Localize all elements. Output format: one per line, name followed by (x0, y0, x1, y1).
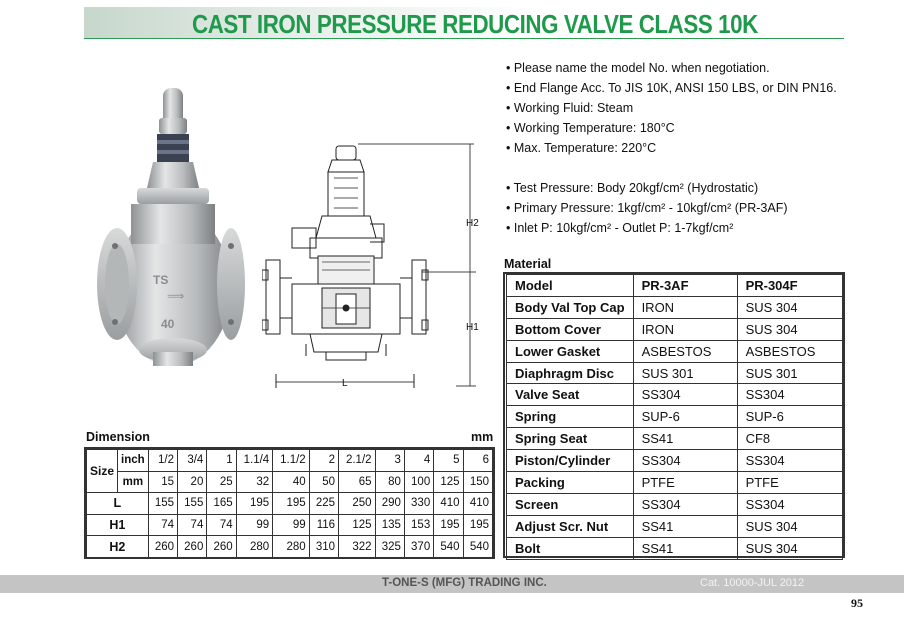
table-cell: 260 (207, 536, 236, 558)
table-row (507, 384, 843, 406)
spec-bullet: • Please name the model No. when negotiation. (506, 61, 770, 75)
table-cell: 410 (463, 493, 492, 515)
spec-bullet: • End Flange Acc. To JIS 10K, ANSI 150 LBS, or DIN PN16. (506, 81, 837, 95)
table-row (507, 450, 843, 472)
material-part-label: Lower Gasket (507, 340, 634, 362)
table-cell: 32 (236, 471, 273, 493)
table-row (87, 493, 493, 515)
material-value: SUS 304 (737, 296, 842, 318)
table-row (507, 275, 843, 297)
table-cell: 195 (236, 493, 273, 515)
footer-bar (0, 575, 904, 593)
spec-bullet: • Max. Temperature: 220°C (506, 141, 657, 155)
material-value: SUS 301 (633, 362, 737, 384)
table-cell: 370 (404, 536, 433, 558)
spec-bullet: • Primary Pressure: 1kgf/cm² - 10kgf/cm² (PR-3AF) (506, 201, 788, 215)
table-cell: 99 (273, 514, 310, 536)
footer-company: T-ONE-S (MFG) TRADING INC. (382, 577, 547, 589)
dimension-label-h2: H2 (466, 218, 479, 229)
material-part-label: Piston/Cylinder (507, 450, 634, 472)
table-cell: 290 (375, 493, 404, 515)
table-cell: 540 (463, 536, 492, 558)
spec-bullet: • Working Fluid: Steam (506, 101, 634, 115)
inch-label: inch (118, 450, 149, 472)
material-part-label: Valve Seat (507, 384, 634, 406)
table-cell: 100 (404, 471, 433, 493)
table-cell: 280 (273, 536, 310, 558)
spec-bullet: • Test Pressure: Body 20kgf/cm² (Hydrostatic) (506, 181, 759, 195)
table-cell: 4 (404, 450, 433, 472)
table-cell: 310 (309, 536, 338, 558)
table-row (507, 340, 843, 362)
table-row (507, 472, 843, 494)
material-part-label: Spring (507, 406, 634, 428)
material-table (506, 274, 843, 560)
table-row (507, 318, 843, 340)
table-row (87, 471, 493, 493)
spec-bullet-list (506, 58, 837, 238)
photo-size-marking: 40 (161, 317, 175, 331)
material-value: ASBESTOS (737, 340, 842, 362)
table-cell: 195 (463, 514, 492, 536)
spec-bullet: • Working Temperature: 180°C (506, 121, 675, 135)
table-cell: 80 (375, 471, 404, 493)
material-value: SS41 (633, 428, 737, 450)
table-cell: 5 (434, 450, 463, 472)
table-cell: 99 (236, 514, 273, 536)
material-part-label: Packing (507, 472, 634, 494)
table-row (507, 428, 843, 450)
table-cell: 1.1/4 (236, 450, 273, 472)
table-cell: 3 (375, 450, 404, 472)
table-cell: 325 (375, 536, 404, 558)
table-row (507, 362, 843, 384)
title-banner (84, 7, 844, 39)
dimension-label-l: L (342, 378, 348, 389)
table-cell: 322 (339, 536, 376, 558)
valve-section-drawing (262, 138, 487, 400)
table-cell: 165 (207, 493, 236, 515)
material-value: IRON (633, 296, 737, 318)
dimension-row-label: H1 (87, 514, 149, 536)
table-cell: 74 (178, 514, 207, 536)
material-value: PR-3AF (633, 275, 737, 297)
dimension-heading: Dimension (86, 430, 150, 444)
svg-text:⟹: ⟹ (167, 289, 185, 303)
material-part-label: Spring Seat (507, 428, 634, 450)
table-cell: 20 (178, 471, 207, 493)
table-cell: 65 (339, 471, 376, 493)
material-value: SS304 (737, 450, 842, 472)
dimension-row-label: H2 (87, 536, 149, 558)
table-cell: 6 (463, 450, 492, 472)
table-cell: 250 (339, 493, 376, 515)
table-row (87, 514, 493, 536)
table-cell: 330 (404, 493, 433, 515)
table-cell: 155 (148, 493, 177, 515)
material-value: ASBESTOS (633, 340, 737, 362)
material-value: PTFE (633, 472, 737, 494)
material-part-label: Model (507, 275, 634, 297)
table-cell: 1.1/2 (273, 450, 310, 472)
table-cell: 280 (236, 536, 273, 558)
material-value: SUP-6 (737, 406, 842, 428)
material-part-label: Screen (507, 493, 634, 515)
dimension-label-h1: H1 (466, 322, 479, 333)
spacer (506, 158, 837, 178)
material-value: SS304 (737, 493, 842, 515)
table-cell: 3/4 (178, 450, 207, 472)
table-cell: 155 (178, 493, 207, 515)
table-cell: 74 (148, 514, 177, 536)
dimension-unit: mm (471, 430, 494, 444)
material-part-label: Body Val Top Cap (507, 296, 634, 318)
page-title: CAST IRON PRESSURE REDUCING VALVE CLASS 10K (192, 9, 758, 39)
table-cell: 260 (148, 536, 177, 558)
material-part-label: Adjust Scr. Nut (507, 515, 634, 537)
table-row (507, 406, 843, 428)
valve-photo (95, 88, 245, 374)
footer-catalog: Cat. 10000-JUL 2012 (700, 577, 805, 589)
table-row (507, 515, 843, 537)
table-cell: 135 (375, 514, 404, 536)
table-cell: 15 (148, 471, 177, 493)
material-value: SS304 (737, 384, 842, 406)
material-value: SS304 (633, 384, 737, 406)
dimension-row-label: L (87, 493, 149, 515)
material-value: IRON (633, 318, 737, 340)
spec-bullet: • Inlet P: 10kgf/cm² - Outlet P: 1-7kgf/cm² (506, 221, 734, 235)
material-value: SS304 (633, 493, 737, 515)
table-cell: 125 (434, 471, 463, 493)
table-cell: 2.1/2 (339, 450, 376, 472)
table-cell: 1/2 (148, 450, 177, 472)
table-cell: 195 (434, 514, 463, 536)
material-value: PTFE (737, 472, 842, 494)
page-number: 95 (851, 596, 863, 610)
material-part-label: Bolt (507, 537, 634, 559)
material-value: SUS 304 (737, 537, 842, 559)
table-row (507, 296, 843, 318)
size-label: Size (87, 450, 118, 493)
table-cell: 153 (404, 514, 433, 536)
table-cell: 150 (463, 471, 492, 493)
material-value: SUP-6 (633, 406, 737, 428)
table-cell: 540 (434, 536, 463, 558)
table-cell: 125 (339, 514, 376, 536)
table-cell: 74 (207, 514, 236, 536)
material-value: SUS 301 (737, 362, 842, 384)
table-cell: 50 (309, 471, 338, 493)
table-row (507, 493, 843, 515)
table-cell: 1 (207, 450, 236, 472)
material-heading: Material (504, 257, 552, 271)
material-part-label: Bottom Cover (507, 318, 634, 340)
table-cell: 40 (273, 471, 310, 493)
material-value: SUS 304 (737, 318, 842, 340)
table-cell: 2 (309, 450, 338, 472)
material-value: SS41 (633, 515, 737, 537)
mm-label: mm (118, 471, 149, 493)
material-value: SUS 304 (737, 515, 842, 537)
table-cell: 195 (273, 493, 310, 515)
material-part-label: Diaphragm Disc (507, 362, 634, 384)
table-cell: 260 (178, 536, 207, 558)
table-row (87, 450, 493, 472)
material-value: PR-304F (737, 275, 842, 297)
table-cell: 116 (309, 514, 338, 536)
material-value: SS304 (633, 450, 737, 472)
material-value: SS41 (633, 537, 737, 559)
table-cell: 410 (434, 493, 463, 515)
photo-logo-marking: TS (153, 273, 169, 287)
dimension-table (86, 449, 493, 558)
table-row (507, 537, 843, 559)
material-value: CF8 (737, 428, 842, 450)
table-cell: 25 (207, 471, 236, 493)
table-cell: 225 (309, 493, 338, 515)
table-row (87, 536, 493, 558)
